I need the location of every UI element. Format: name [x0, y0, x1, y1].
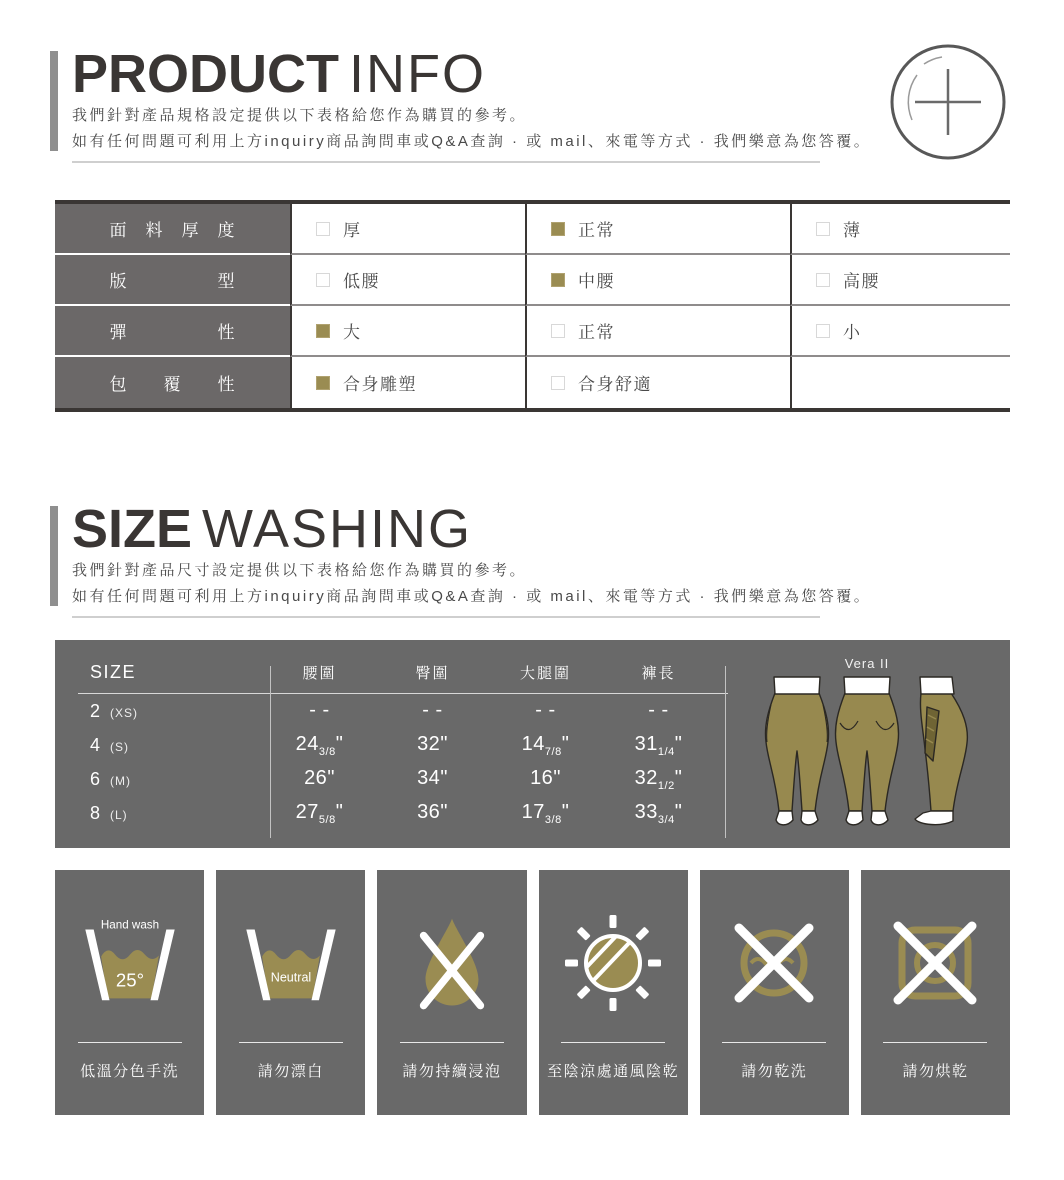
checkbox	[816, 273, 830, 287]
spec-row-label: 彈 性	[55, 306, 290, 357]
no-tumble-dry-icon	[885, 900, 985, 1026]
section-title	[72, 500, 820, 558]
checkbox	[551, 222, 565, 236]
svg-text:25°: 25°	[115, 969, 144, 991]
leggings-drawing	[737, 671, 997, 833]
washing-panel-no-bleach	[216, 870, 365, 1115]
no-dry-clean-icon	[724, 900, 824, 1026]
checkbox	[316, 222, 330, 236]
spec-option: 小	[790, 306, 1010, 357]
washing-caption: 低溫分色手洗	[80, 1063, 180, 1080]
washing-caption: 請勿漂白	[257, 1063, 324, 1080]
column-header-waist: 腰圍	[302, 665, 337, 682]
washing-caption: 請勿乾洗	[741, 1063, 808, 1080]
divider	[883, 1042, 987, 1043]
divider	[78, 1042, 182, 1043]
washing-caption: 請勿持續浸泡	[402, 1063, 502, 1080]
hand-wash-icon	[76, 900, 184, 1026]
checkbox	[551, 324, 565, 338]
section-description-line2: 如有任何問題可利用上方inquiry商品詢問車或Q&A查詢 · 或 mail、來電等方式 · 我們樂意為您答覆。	[72, 588, 872, 605]
spec-option: 正常	[525, 204, 790, 255]
spec-option: 合身雕塑	[290, 357, 525, 408]
checkbox	[816, 324, 830, 338]
section-title-primary: SIZE	[72, 499, 193, 559]
section-title-primary: PRODUCT	[72, 44, 339, 104]
spec-option: 厚	[290, 204, 525, 255]
size-chart-panel	[55, 640, 1010, 848]
section-description-line1: 我們針對產品規格設定提供以下表格給您作為購買的參考。	[72, 107, 528, 124]
no-soak-icon	[404, 900, 500, 1026]
section-title	[72, 45, 820, 103]
spec-table	[55, 200, 1010, 412]
checkbox	[551, 376, 565, 390]
spec-option: 正常	[525, 306, 790, 357]
checkbox	[316, 273, 330, 287]
leggings-illustration	[731, 650, 1003, 842]
spec-option: 薄	[790, 204, 1010, 255]
washing-panel-no-tumble-dry	[861, 870, 1010, 1115]
checkbox	[551, 273, 565, 287]
section-description-line2: 如有任何問題可利用上方inquiry商品詢問車或Q&A查詢 · 或 mail、來電等方式 · 我們樂意為您答覆。	[72, 133, 872, 150]
no-bleach-icon	[237, 900, 345, 1026]
column-header-size: SIZE	[90, 662, 137, 682]
column-header-length: 褲長	[641, 665, 676, 682]
washing-panel-shade-dry	[539, 870, 688, 1115]
divider	[722, 1042, 826, 1043]
section-title-secondary: INFO	[349, 44, 486, 104]
divider	[239, 1042, 343, 1043]
column-header-hip: 臀圍	[415, 665, 450, 682]
divider	[270, 666, 271, 838]
product-name: Vera II	[844, 656, 890, 671]
washing-caption: 請勿烘乾	[902, 1063, 969, 1080]
size-row-xs: 2 (XS) - - - - - - - -	[90, 698, 669, 721]
washing-panel-no-soak	[377, 870, 526, 1115]
spec-row-label: 版 型	[55, 255, 290, 306]
divider	[400, 1042, 504, 1043]
washing-panel-hand-wash	[55, 870, 204, 1115]
section-description-line1: 我們針對產品尺寸設定提供以下表格給您作為購買的參考。	[72, 562, 528, 579]
washing-panel-no-dry-clean	[700, 870, 849, 1115]
section-title-secondary: WASHING	[202, 499, 473, 559]
column-header-thigh: 大腿圍	[519, 665, 571, 682]
washing-care-row	[55, 870, 1010, 1115]
product-info-header	[50, 45, 910, 163]
spec-row-label: 包 覆 性	[55, 357, 290, 408]
accent-bar	[50, 506, 58, 606]
spec-option: 低腰	[290, 255, 525, 306]
size-row-m: 6 (M) 26" 34" 16" $32_{1/2}$"	[90, 766, 683, 792]
size-chart-table	[78, 662, 728, 830]
checkbox	[816, 222, 830, 236]
washing-caption: 至陰涼處通風陰乾	[547, 1063, 680, 1080]
size-chart-header	[78, 662, 728, 694]
spec-option: 大	[290, 306, 525, 357]
checkbox	[316, 324, 330, 338]
divider	[561, 1042, 665, 1043]
size-washing-header	[50, 500, 910, 618]
size-row-l: 8 (L) $27_{5/8}$" 36" $17_{3/8}$" $33_{3/4}$"	[90, 800, 683, 826]
svg-text:Hand wash: Hand wash	[100, 918, 159, 932]
spec-option: 合身舒適	[525, 357, 790, 408]
accent-bar	[50, 51, 58, 151]
spec-option: 高腰	[790, 255, 1010, 306]
spec-row-label: 面 料 厚 度	[55, 204, 290, 255]
spec-option-empty	[790, 357, 1010, 408]
checkbox	[316, 376, 330, 390]
shade-dry-icon	[563, 900, 663, 1026]
plus-circle-icon	[886, 40, 1010, 164]
divider	[725, 666, 726, 838]
size-row-s: 4 (S) $24_{3/8}$" 32" $14_{7/8}$" $31_{1/4}$"	[90, 732, 683, 758]
svg-text:Neutral: Neutral	[270, 970, 311, 985]
spec-option: 中腰	[525, 255, 790, 306]
